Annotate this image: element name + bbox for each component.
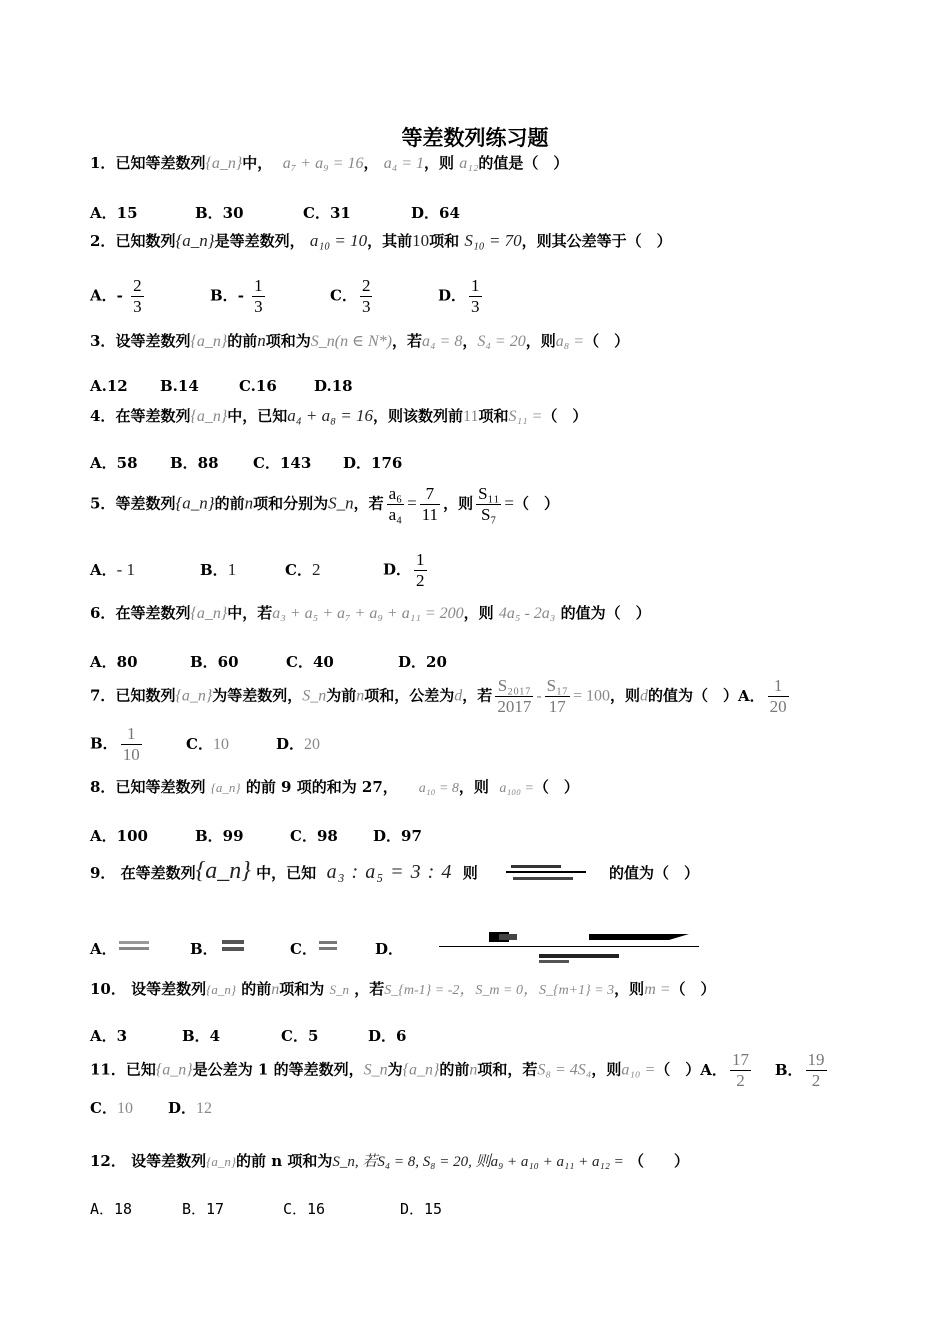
option-label: A． [738, 686, 765, 705]
math-expr: S_m = 0 [475, 983, 523, 998]
math-expr: a₁₀ = 8 [418, 781, 459, 796]
denominator: 3 [361, 297, 371, 316]
option-d[interactable]: D．176 [343, 454, 403, 472]
numerator: 1 [768, 676, 789, 697]
q-number: 11． [90, 1060, 126, 1079]
denominator: 2 [736, 1071, 745, 1090]
option-a[interactable]: A．58 [90, 454, 138, 472]
q-text: 中， [242, 154, 273, 172]
option-d[interactable] [168, 1097, 212, 1118]
option-d[interactable] [375, 930, 759, 970]
fraction [730, 1050, 751, 1091]
math-expr: n [244, 493, 254, 513]
math-expr: S₈ = 4S₄ [537, 1061, 592, 1079]
q-text: ，若 [353, 494, 384, 513]
q-text: （ ） [542, 407, 588, 425]
option-b[interactable] [210, 276, 330, 317]
math-expr: S_{m-1} = -2 [384, 983, 460, 998]
option-a[interactable] [90, 938, 190, 959]
q-text: 则 [462, 864, 478, 882]
numerator: S₁₁ [478, 484, 500, 503]
option-d[interactable]: D．15 [400, 1200, 443, 1218]
option-a[interactable]: A．80 [90, 653, 138, 671]
math-expr: n [356, 687, 365, 705]
option-d[interactable]: D．6 [368, 1027, 407, 1045]
math-expr: {a_n} [190, 605, 228, 622]
math-expr: d [454, 687, 463, 705]
q-text: ，则 [591, 1060, 622, 1079]
option-c[interactable]: C．40 [286, 653, 334, 671]
q-text: 为 [387, 1060, 403, 1079]
math-expr: {a_n} [175, 231, 215, 250]
denominator: a₄ [388, 505, 403, 524]
option-label: A． [90, 560, 117, 579]
numerator: 7 [420, 484, 440, 505]
q-text: 已知等差数列 [115, 154, 206, 172]
q-text: ，则 [463, 604, 494, 622]
options-6 [90, 651, 447, 672]
q-text: 设等差数列 [131, 1152, 207, 1170]
denominator: 3 [133, 297, 142, 316]
math-expr: {a_n} [190, 408, 228, 425]
q-text: 项和 [429, 232, 460, 250]
option-label: C． [290, 940, 317, 958]
q-text: 的前 [439, 1060, 470, 1079]
math-expr: S_n(n ∈ N*) [310, 333, 392, 350]
options-4 [90, 452, 402, 473]
q-number: 4． [90, 407, 116, 425]
fraction [387, 484, 404, 525]
option-value: 10 [116, 1100, 133, 1117]
option-b[interactable]: B．88 [170, 454, 219, 472]
question-6 [90, 602, 651, 623]
q-text: ，其前 [367, 232, 413, 250]
fraction [121, 724, 142, 765]
option-c[interactable]: C.16 [239, 377, 277, 395]
question-8 [90, 776, 579, 797]
q-text: 设等差数列 [115, 332, 191, 350]
option-c[interactable] [290, 938, 375, 959]
fraction [768, 676, 789, 717]
q-text: 中，已知 [256, 864, 317, 882]
q-text: 已知等差数列 [115, 778, 206, 796]
option-c[interactable] [285, 559, 383, 580]
q-number: 2． [90, 232, 116, 250]
fraction [476, 484, 501, 525]
numerator: 1 [254, 276, 263, 295]
q-text: 的前 9 项的和为 27， [245, 778, 398, 796]
math-expr: a₁₀ = [621, 1061, 656, 1079]
q-text: 的值为（ ） [648, 686, 739, 705]
math-expr: S₁₁ = [508, 408, 543, 425]
option-d[interactable] [276, 733, 320, 754]
denominator: 3 [471, 297, 480, 316]
question-1 [90, 152, 568, 173]
option-label: C． [90, 1099, 117, 1117]
option-label: C． [285, 560, 312, 579]
option-b[interactable] [190, 938, 290, 959]
option-a[interactable] [90, 559, 200, 580]
q-text: 的前 [241, 980, 272, 998]
math-expr: {a_n} [402, 1061, 440, 1079]
option-label: A． [90, 286, 117, 305]
option-b[interactable]: B．60 [190, 653, 239, 671]
question-4 [90, 405, 587, 426]
numerator: a₆ [388, 484, 403, 503]
q-text: 的值为（ ） [560, 604, 651, 622]
q-text: ， [462, 332, 478, 350]
q-text: 项和为 [265, 332, 311, 350]
math-expr: S_n [328, 493, 354, 513]
q-text: （ ） [629, 1152, 690, 1170]
option-sign: - [237, 286, 250, 305]
math-expr: {a_n} [175, 687, 213, 705]
option-a[interactable]: A．15 [90, 204, 138, 222]
q-text: ，则该数列前 [373, 407, 464, 425]
blurred-formula-image [117, 938, 157, 954]
math-expr: a₄ + a₈ = 16 [287, 406, 374, 425]
math-expr: a₃ + a₅ + a₇ + a₉ + a₁₁ = 200 [272, 605, 464, 622]
q-text: 的值是（ ） [478, 154, 569, 172]
math-expr: S_n [363, 1061, 388, 1079]
math-expr: {a_n} [206, 982, 237, 997]
question-3 [90, 330, 629, 351]
minus-sign: - [536, 687, 542, 705]
option-c[interactable]: C．5 [281, 1027, 319, 1045]
math-expr: n [271, 981, 280, 998]
option-label: D． [438, 286, 467, 305]
option-a[interactable] [700, 1050, 754, 1090]
q-text: 设等差数列 [131, 980, 207, 998]
numerator: 2 [361, 276, 371, 295]
fraction [420, 484, 440, 525]
q-text: ，则 [424, 154, 455, 172]
q-text: 的值为（ ） [609, 864, 700, 882]
option-b[interactable]: B．30 [195, 204, 244, 222]
option-a[interactable] [90, 276, 210, 317]
math-expr: 11 [463, 408, 479, 425]
q-text: 在等差数列 [120, 864, 196, 882]
equals: = [504, 493, 514, 513]
q-text: 在等差数列 [115, 604, 191, 622]
option-c[interactable] [330, 276, 438, 317]
q-text: 项和分别为 [253, 494, 329, 513]
math-expr: a₃ : a₅ = 3 : 4 [326, 861, 453, 883]
fraction [131, 276, 144, 317]
option-d[interactable] [438, 276, 485, 317]
denominator: 10 [122, 745, 140, 764]
q-number: 5． [90, 494, 116, 513]
question-2 [90, 230, 672, 251]
math-expr: a₄ = 1 [383, 155, 425, 172]
numerator: 1 [471, 276, 480, 295]
fraction [414, 550, 427, 591]
option-c[interactable]: C．98 [290, 827, 338, 845]
q-number: 7． [90, 686, 116, 705]
math-expr: 10 [412, 231, 430, 250]
q-number: 8． [90, 778, 116, 796]
option-label: A． [90, 940, 117, 958]
denominator: 11 [421, 505, 439, 524]
q-number: 12． [90, 1152, 126, 1170]
q-number: 3． [90, 332, 116, 350]
equals: = [407, 493, 417, 513]
q-number: 10． [90, 980, 126, 998]
options-3 [90, 377, 353, 395]
blurred-formula-image [317, 938, 347, 954]
option-label: B． [774, 1060, 803, 1079]
q-text: 是公差为 1 的等差数列， [192, 1060, 364, 1079]
math-expr: S₄ = 20 [477, 333, 526, 350]
option-d[interactable]: D．97 [373, 827, 422, 845]
q-number: 6． [90, 604, 116, 622]
math-expr: S₁₀ = 70 [464, 231, 522, 250]
q-text: ，若 [391, 332, 422, 350]
option-b[interactable]: B．17 [182, 1200, 225, 1218]
blurred-formula-image [491, 861, 601, 887]
math-expr: {a_n} [205, 155, 243, 172]
math-expr: {a_n} [210, 780, 241, 795]
q-text: 项和 [478, 407, 509, 425]
math-expr: a₈ = [555, 333, 585, 350]
question-5 [90, 484, 559, 525]
option-label: B． [90, 734, 118, 753]
q-text: ， [522, 981, 539, 998]
option-d[interactable]: D．64 [411, 204, 460, 222]
option-b[interactable] [774, 1050, 830, 1090]
numerator: 19 [807, 1050, 825, 1069]
denominator: 2 [811, 1071, 821, 1090]
option-label: B． [190, 940, 218, 958]
q-text: 是等差数列， [214, 232, 305, 250]
math-expr: a₁₀₀ = [499, 781, 534, 796]
numerator: 17 [731, 1050, 749, 1069]
math-expr: a₇ + a₉ = 16 [282, 155, 364, 172]
option-sign: - [116, 286, 129, 305]
q-text: ，若 [462, 686, 493, 705]
q-text: （ ） [533, 778, 579, 796]
option-b[interactable] [90, 724, 186, 765]
option-a[interactable]: A.12 [90, 377, 128, 395]
numerator: 2 [133, 276, 142, 295]
option-c[interactable]: C．16 [283, 1200, 326, 1218]
option-a[interactable]: A．100 [90, 827, 148, 845]
option-value: 20 [304, 735, 321, 753]
q-text: ，则其公差等于（ ） [521, 232, 672, 250]
options-9 [90, 930, 759, 970]
denominator: 2017 [497, 697, 532, 716]
denominator: 2 [416, 571, 425, 590]
option-d[interactable]: D．20 [398, 653, 447, 671]
math-expr: S_n [329, 982, 350, 997]
option-value: 1 [227, 559, 237, 579]
q-text: 为前 [326, 686, 357, 705]
denominator: 17 [548, 697, 566, 716]
denominator: S₇ [481, 505, 497, 524]
math-expr: {a_n} [190, 333, 228, 350]
fraction [806, 1050, 827, 1091]
math-expr: n [257, 331, 266, 350]
math-expr: S_n [302, 687, 327, 705]
options-12 [90, 1198, 442, 1219]
option-label: B． [200, 560, 228, 579]
option-c[interactable] [90, 1097, 168, 1118]
fraction [360, 276, 373, 317]
option-b[interactable]: B．4 [182, 1027, 221, 1045]
math-expr: {a_n} [206, 1154, 237, 1169]
option-b[interactable]: B．99 [195, 827, 244, 845]
option-label: D． [168, 1099, 197, 1117]
options-11 [90, 1097, 212, 1118]
option-label: D． [383, 560, 412, 579]
q-text: 项和为 [279, 980, 325, 998]
numerator: S₂₀₁₇ [495, 676, 533, 697]
option-b[interactable] [200, 559, 285, 580]
math-expr: {a_n} [175, 493, 215, 513]
option-a[interactable]: A．3 [90, 1027, 128, 1045]
numerator: 1 [416, 550, 425, 569]
q-text: 为等差数列， [212, 686, 303, 705]
option-b[interactable]: B.14 [160, 377, 199, 395]
options-8 [90, 825, 422, 846]
q-text: 中，已知 [227, 407, 288, 425]
blurred-fraction [491, 861, 601, 887]
fraction [545, 676, 570, 717]
math-expr: = 100 [572, 687, 610, 705]
q-text: ， [363, 154, 379, 172]
math-expr: m = [644, 981, 671, 998]
q-text: ，则 [443, 494, 474, 513]
question-12 [90, 1150, 689, 1171]
q-text: 项和，公差为 [364, 686, 455, 705]
q-text: （ ） [513, 494, 559, 513]
option-label: C． [186, 734, 213, 753]
option-c[interactable]: C．31 [303, 204, 351, 222]
option-value: - 1 [116, 559, 136, 579]
option-c[interactable] [186, 733, 276, 754]
denominator: 3 [254, 297, 263, 316]
options-7 [90, 724, 320, 765]
option-label: C． [330, 286, 357, 305]
options-10 [90, 1025, 406, 1046]
math-expr: d [640, 687, 648, 705]
option-label: D． [375, 940, 404, 958]
option-d[interactable] [383, 550, 430, 591]
q-number: 9． [90, 864, 116, 882]
blurred-formula-image [218, 938, 254, 954]
q-text: ， [459, 981, 476, 998]
option-value: 10 [212, 735, 229, 753]
fraction [469, 276, 482, 317]
math-expr: S_{m+1} = 3 [538, 983, 615, 998]
math-expr: 4a₅ - 2a₃ [498, 605, 556, 622]
fraction [252, 276, 265, 317]
blurred-formula-image [439, 930, 759, 970]
options-2 [90, 276, 485, 317]
q-text: ，则 [525, 332, 556, 350]
math-expr: a₄ = 8 [421, 333, 463, 350]
option-c[interactable]: C．143 [253, 454, 312, 472]
option-label: B． [210, 286, 238, 305]
fraction [495, 676, 533, 717]
q-text: 在等差数列 [115, 407, 191, 425]
denominator: 20 [769, 697, 787, 716]
page-title: 等差数列练习题 [401, 125, 549, 150]
q-text: 已知 [125, 1060, 156, 1079]
q-text: 的前 [214, 494, 245, 513]
q-text: 中，若 [227, 604, 273, 622]
option-label: D． [276, 734, 305, 753]
q-text: ，则 [614, 980, 645, 998]
math-expr: a₁₀ = 10 [309, 231, 368, 250]
math-expr: S_n, 若S₄ = 8, S₈ = 20, 则a₉ + a₁₀ + a₁₁ + a₁₂ = [332, 1154, 624, 1170]
option-a[interactable] [738, 676, 792, 716]
q-text: ，则 [609, 686, 640, 705]
math-expr: n [469, 1061, 478, 1079]
q-text: 项和，若 [477, 1060, 538, 1079]
q-text: 已知数列 [115, 232, 176, 250]
numerator: S₁₇ [546, 676, 568, 695]
q-text: （ ） [584, 332, 630, 350]
q-number: 1． [90, 154, 116, 172]
options-1 [90, 202, 460, 223]
option-value: 2 [311, 559, 321, 579]
q-text: 的前 n 项和为 [236, 1152, 333, 1170]
question-9 [90, 858, 699, 887]
math-expr: {a_n} [155, 1061, 193, 1079]
math-expr: a₁₂ [459, 155, 479, 172]
option-label: A． [700, 1060, 727, 1079]
math-expr: {a_n} [195, 858, 251, 884]
question-10 [90, 976, 716, 999]
numerator: 1 [121, 724, 142, 745]
q-text: 已知数列 [115, 686, 176, 705]
q-text: （ ） [670, 980, 716, 998]
q-text: 等差数列 [115, 494, 176, 513]
options-5 [90, 550, 430, 591]
q-text: 的前 [227, 332, 258, 350]
option-d[interactable]: D.18 [314, 377, 353, 395]
q-text: ，若 [354, 980, 385, 998]
option-value: 12 [196, 1100, 213, 1117]
q-text: ，则 [458, 778, 489, 796]
question-7 [90, 676, 792, 717]
q-text: （ ） [655, 1060, 701, 1079]
question-11 [90, 1050, 830, 1091]
option-a[interactable]: A．18 [90, 1200, 133, 1218]
